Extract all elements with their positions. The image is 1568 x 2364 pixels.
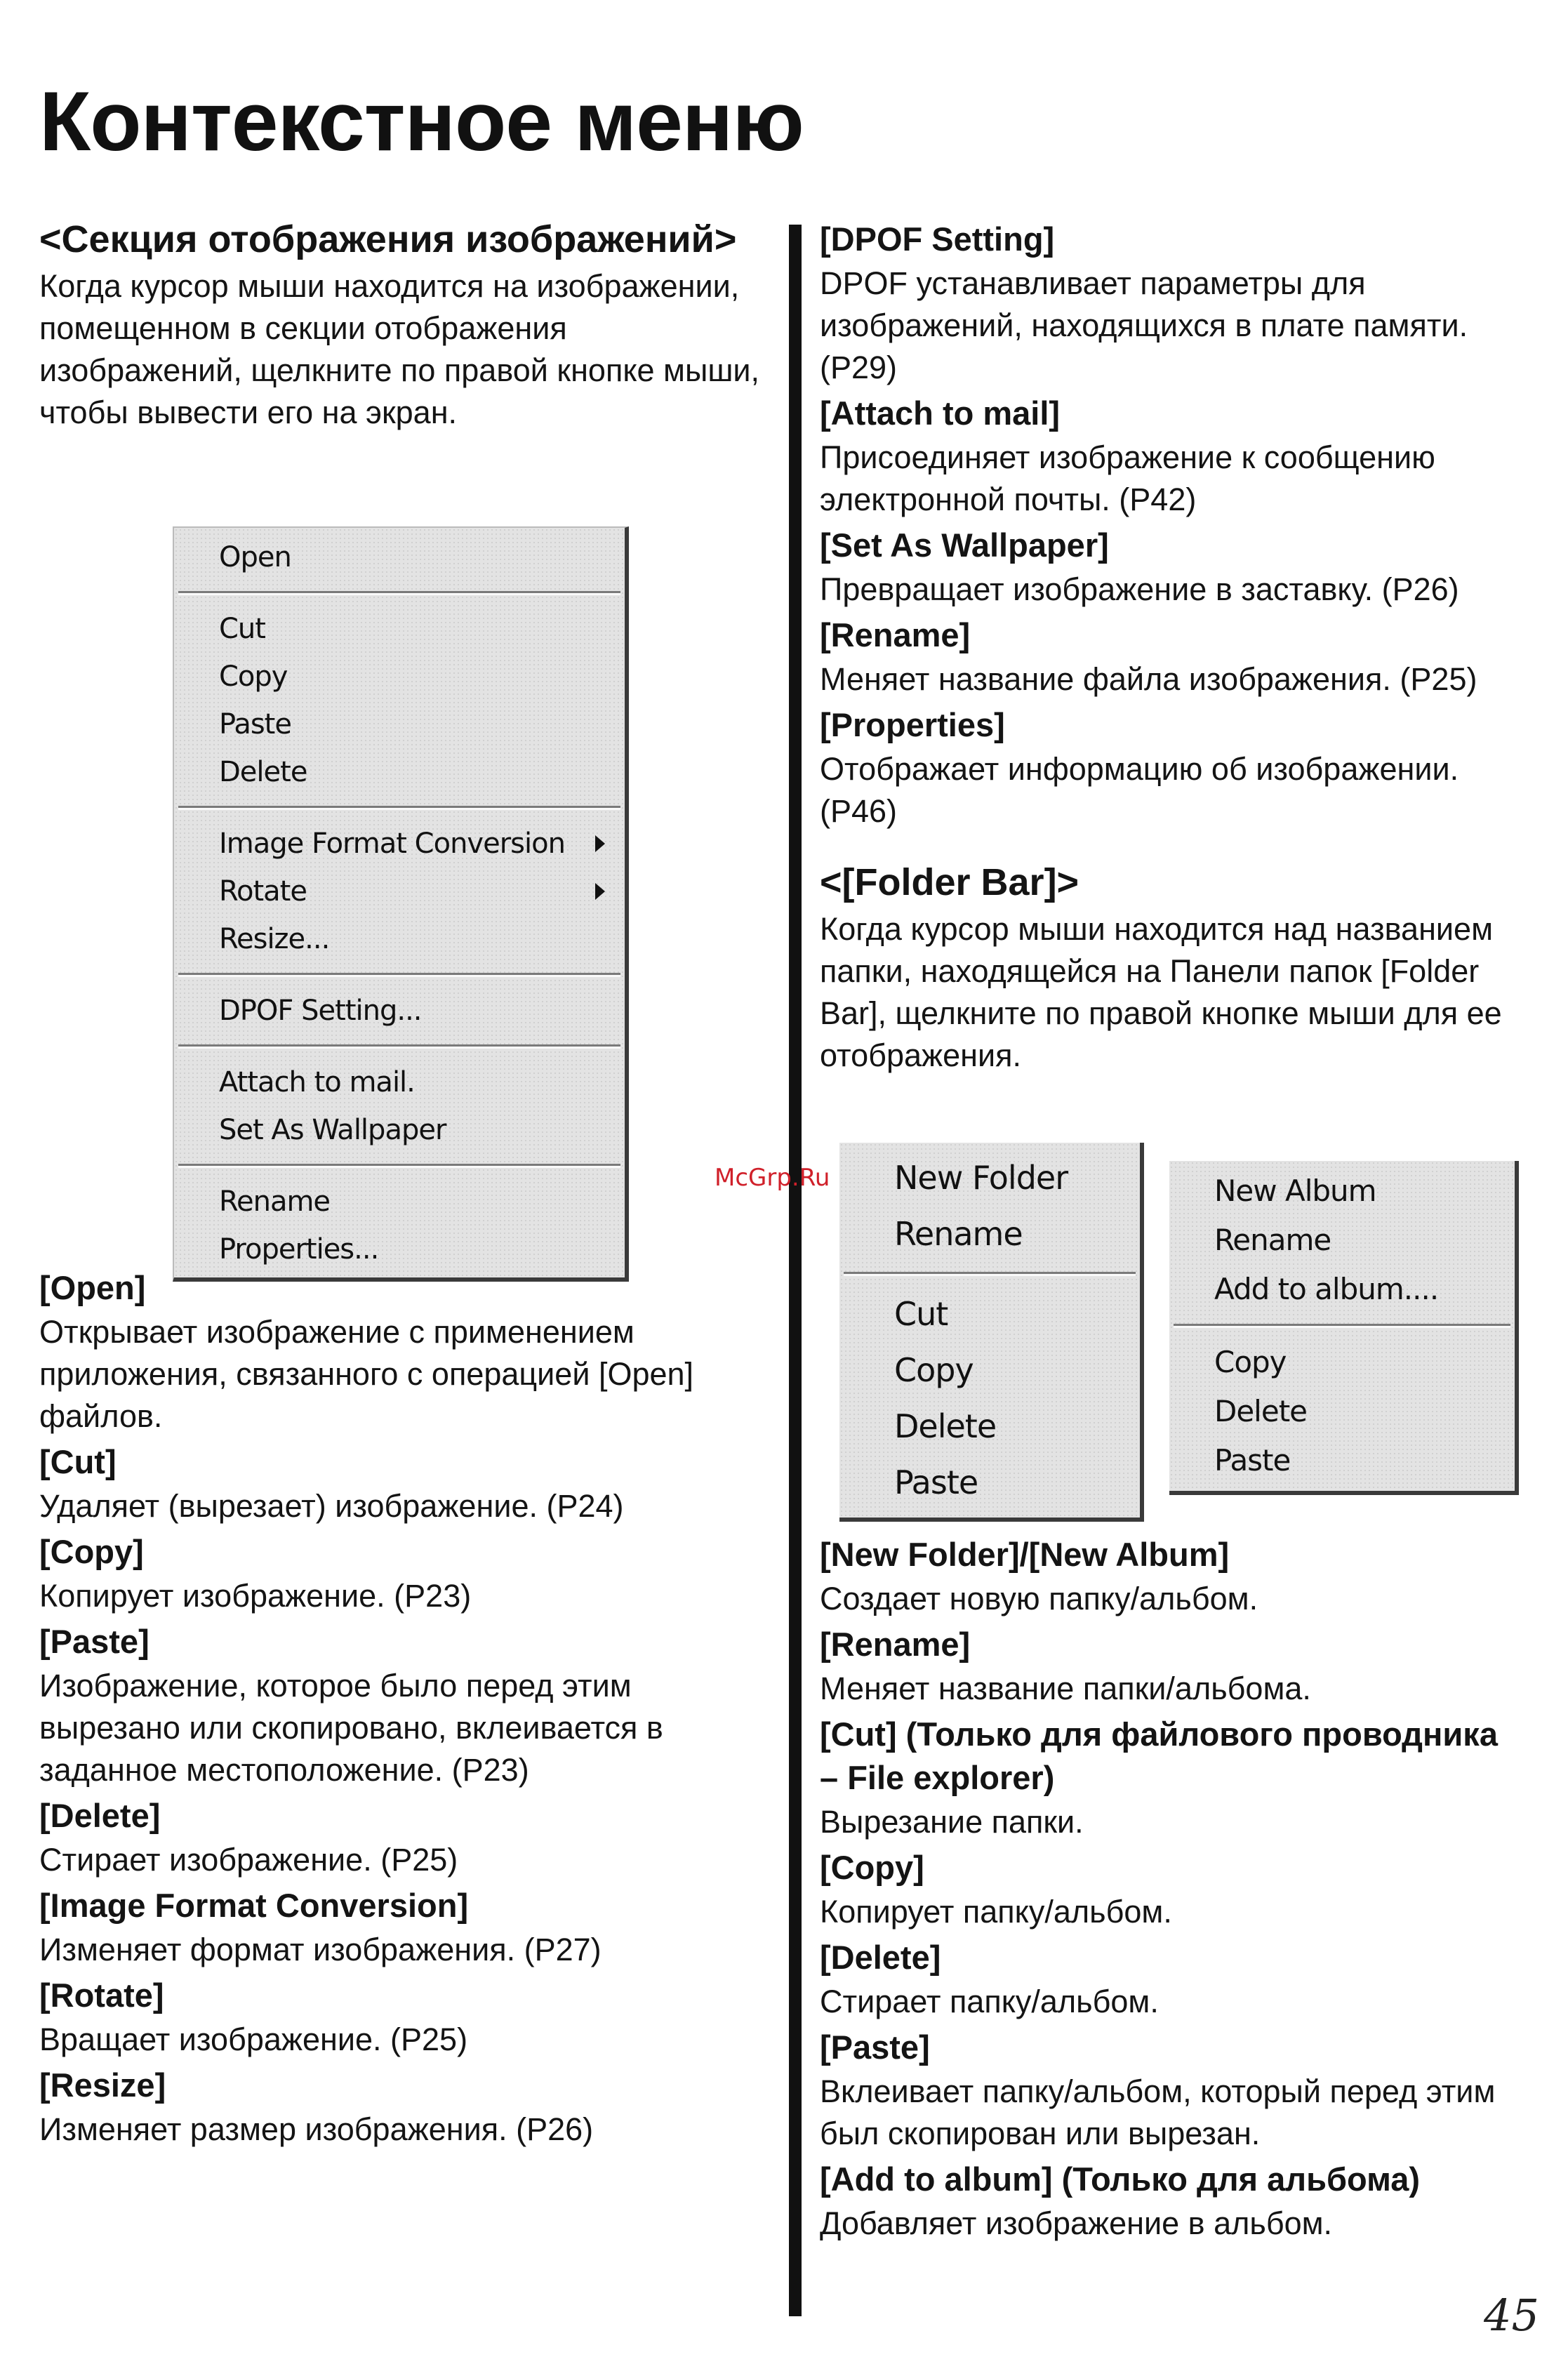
entry-term: [Attach to mail] xyxy=(820,394,1061,432)
entry-desc: Меняет название файла изображения. (P25) xyxy=(820,661,1477,697)
entry-desc: Создает новую папку/альбом. xyxy=(820,1581,1258,1616)
menu-group xyxy=(174,533,625,581)
menu-item-attach-to-mail[interactable]: Attach to mail. xyxy=(219,1066,415,1098)
entry-desc: Стирает изображение. (P25) xyxy=(39,1842,458,1878)
menu-item-rename[interactable]: Rename xyxy=(894,1215,1023,1253)
entry-desc: Превращает изображение в заставку. (P26) xyxy=(820,571,1459,607)
page-title: Контекстное меню xyxy=(39,74,804,168)
menu-group xyxy=(174,820,625,963)
left-column xyxy=(39,218,762,434)
entry-term: [Image Format Conversion] xyxy=(39,1887,469,1924)
menu-separator xyxy=(1174,1324,1510,1328)
menu-item-copy[interactable]: Copy xyxy=(894,1351,974,1389)
entry-term: [Rename] xyxy=(820,616,971,653)
image-section-intro: Когда курсор мыши находится на изображении, помещенном в секции отображения изображений, щелкните по правой кнопке мыши, чтобы вывести его на экран. xyxy=(39,268,760,430)
menu-item-label: Image Format Conversion xyxy=(219,828,565,860)
menu-separator xyxy=(178,1044,620,1049)
entry-desc: Отображает информацию об изображении. (P46) xyxy=(820,751,1459,829)
entry-desc: Меняет название папки/альбома. xyxy=(820,1671,1311,1706)
right-column xyxy=(820,215,1522,1077)
menu-item-paste[interactable]: Paste xyxy=(1214,1443,1291,1478)
entry-desc: Открывает изображение с применением приложения, связанного с операцией [Open] файлов. xyxy=(39,1314,694,1434)
menu-item-cut[interactable]: Cut xyxy=(219,613,265,645)
menu-item-label: Rotate xyxy=(219,875,307,908)
page-number: 45 xyxy=(1484,2290,1539,2341)
entry-term: [Copy] xyxy=(39,1533,144,1570)
entry-term: [Cut] (Только для файлового проводника – File explorer) xyxy=(820,1715,1498,1796)
image-context-menu xyxy=(173,526,629,1282)
menu-separator xyxy=(178,806,620,810)
menu-separator xyxy=(844,1272,1136,1276)
image-section-heading: <Секция отображения изображений> xyxy=(39,218,737,260)
entry-desc: Изменяет размер изображения. (P26) xyxy=(39,2111,594,2147)
entry-desc: DPOF устанавливает параметры для изображений, находящихся в плате памяти. (P29) xyxy=(820,265,1468,385)
menu-item-delete[interactable]: Delete xyxy=(219,756,307,788)
entry-term: [Copy] xyxy=(820,1849,924,1886)
menu-item-add-to-album[interactable]: Add to album.... xyxy=(1214,1272,1439,1306)
menu-group xyxy=(174,1058,625,1154)
menu-item-delete[interactable]: Delete xyxy=(894,1407,997,1445)
entry-term: [New Folder]/[New Album] xyxy=(820,1536,1230,1573)
menu-group xyxy=(174,987,625,1035)
menu-separator xyxy=(178,1164,620,1168)
entry-term: [Open] xyxy=(39,1269,146,1306)
entry-desc: Присоединяет изображение к сообщению электронной почты. (P42) xyxy=(820,439,1435,517)
entry-desc: Изменяет формат изображения. (P27) xyxy=(39,1932,602,1967)
folder-bar-heading: <[Folder Bar]> xyxy=(820,861,1079,903)
submenu-arrow-icon xyxy=(595,883,605,900)
menu-item-new-folder[interactable]: New Folder xyxy=(894,1159,1068,1197)
menu-item-rename[interactable]: Rename xyxy=(1214,1223,1331,1257)
watermark: McGrp.Ru xyxy=(715,1164,830,1192)
entry-term: [Paste] xyxy=(820,2028,930,2066)
menu-item-paste[interactable]: Paste xyxy=(219,708,291,741)
menu-separator xyxy=(178,591,620,595)
column-divider xyxy=(789,225,802,2316)
entry-term: [Delete] xyxy=(39,1797,161,1834)
entry-term: [Paste] xyxy=(39,1623,150,1660)
entry-desc: Стирает папку/альбом. xyxy=(820,1984,1159,2019)
entry-desc: Копирует изображение. (P23) xyxy=(39,1578,472,1614)
menu-item-delete[interactable]: Delete xyxy=(1214,1394,1307,1428)
menu-item-new-album[interactable]: New Album xyxy=(1214,1174,1376,1208)
menu-item-rotate[interactable] xyxy=(174,868,625,915)
menu-item-paste[interactable]: Paste xyxy=(894,1463,978,1501)
menu-item-copy[interactable]: Copy xyxy=(219,660,288,693)
menu-item-properties[interactable]: Properties... xyxy=(219,1233,379,1266)
menu-item-open[interactable]: Open xyxy=(219,541,291,573)
entry-term: [Rename] xyxy=(820,1626,971,1663)
image-menu-descriptions xyxy=(39,1263,762,2151)
menu-group xyxy=(174,1178,625,1273)
menu-item-resize[interactable]: Resize... xyxy=(219,923,330,955)
folder-context-menu xyxy=(839,1143,1144,1522)
entry-term: [Add to album] (Только для альбома) xyxy=(820,2160,1421,2198)
entry-desc: Вклеивает папку/альбом, который перед этим был скопирован или вырезан. xyxy=(820,2073,1496,2151)
entry-term: [Delete] xyxy=(820,1939,941,1976)
entry-desc: Изображение, которое было перед этим вырезано или скопировано, вклеивается в заданное местоположение. (P23) xyxy=(39,1668,663,1788)
entry-desc: Удаляет (вырезает) изображение. (P24) xyxy=(39,1488,624,1524)
menu-item-rename[interactable]: Rename xyxy=(219,1186,331,1218)
menu-item-copy[interactable]: Copy xyxy=(1214,1345,1287,1379)
entry-term: [DPOF Setting] xyxy=(820,220,1055,258)
entry-desc: Вращает изображение. (P25) xyxy=(39,2021,468,2057)
entry-term: [Properties] xyxy=(820,706,1005,743)
menu-group xyxy=(174,605,625,796)
entry-desc: Добавляет изображение в альбом. xyxy=(820,2205,1333,2241)
entry-term: [Resize] xyxy=(39,2066,166,2104)
folder-menu-descriptions xyxy=(820,1530,1522,2245)
entry-term: [Set As Wallpaper] xyxy=(820,526,1109,564)
menu-separator xyxy=(178,973,620,977)
folder-bar-intro: Когда курсор мыши находится над названием папки, находящейся на Панели папок [Folder Bar], щелкните по правой кнопке мыши для ее отображения. xyxy=(820,911,1502,1073)
entry-term: [Cut] xyxy=(39,1443,117,1480)
entry-desc: Вырезание папки. xyxy=(820,1804,1084,1840)
entry-term: [Rotate] xyxy=(39,1977,164,2014)
menu-item-image-format-conversion[interactable] xyxy=(174,820,625,868)
menu-item-cut[interactable]: Cut xyxy=(894,1295,948,1333)
menu-item-dpof-setting[interactable]: DPOF Setting... xyxy=(219,995,422,1027)
album-context-menu xyxy=(1169,1161,1519,1495)
submenu-arrow-icon xyxy=(595,835,605,852)
entry-desc: Копирует папку/альбом. xyxy=(820,1894,1172,1930)
menu-item-set-as-wallpaper[interactable]: Set As Wallpaper xyxy=(219,1114,446,1146)
